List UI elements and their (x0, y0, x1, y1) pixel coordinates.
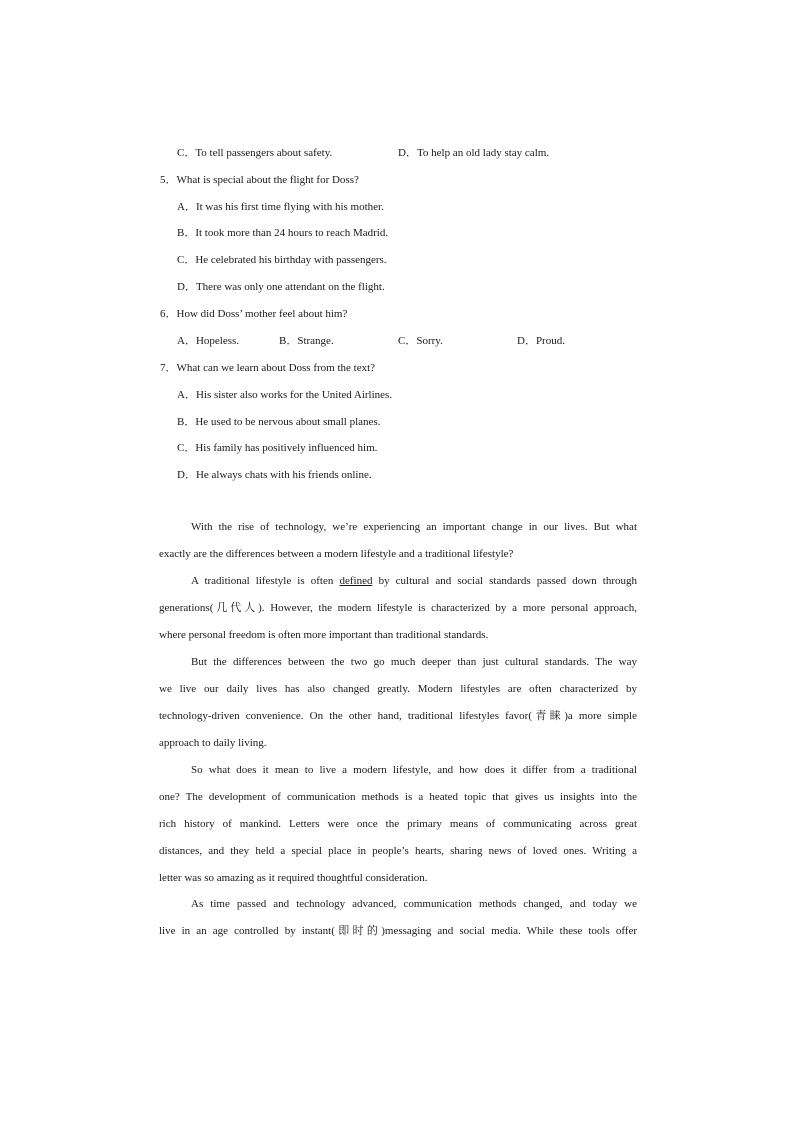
text-line: With the rise of technology, we’re experiencing an important change in our lives. But what (191, 521, 637, 533)
text-line: generations(几代人). However, the modern lifestyle is characterized by a more personal approach, (159, 602, 637, 614)
q6-option-a: A．Hopeless. (177, 335, 240, 347)
text-line: one? The development of communication methods is a heated topic that gives us insights into the (159, 791, 637, 803)
text-line (159, 568, 637, 595)
text-line: technology-driven convenience. On the other hand, traditional lifestyles favor(青睐)a more simple (159, 710, 637, 722)
text-line: distances, and they held a special place in people’s hearts, sharing news of loved ones. Writing a (159, 845, 637, 857)
text-line: rich history of mankind. Letters were once the primary means of communicating across great (159, 818, 637, 830)
text-line: where personal freedom is often more important than traditional standards. (159, 629, 489, 641)
text-line: we live our daily lives has also changed greatly. Modern lifestyles are often characterized by (159, 683, 637, 695)
text-line: letter was so amazing as it required thoughtful consideration. (159, 872, 428, 884)
q5-stem: 5．What is special about the flight for Doss? (160, 174, 359, 186)
text-run: by cultural and social standards passed down through (372, 575, 637, 587)
q7-option-b: B．He used to be nervous about small planes. (177, 416, 381, 428)
q7-option-c: C．His family has positively influenced him. (177, 442, 378, 454)
text-line: exactly are the differences between a modern lifestyle and a traditional lifestyle? (159, 548, 514, 560)
text-line: As time passed and technology advanced, communication methods changed, and today we (191, 898, 637, 910)
text-line: So what does it mean to live a modern lifestyle, and how does it differ from a traditional (191, 764, 637, 776)
passage-paragraph-3 (159, 649, 637, 757)
text-run: A traditional lifestyle is often (191, 575, 340, 587)
q5-option-b: B．It took more than 24 hours to reach Madrid. (177, 227, 389, 239)
passage-paragraph-1 (159, 514, 637, 568)
q6-stem: 6．How did Doss’ mother feel about him? (160, 308, 348, 320)
passage-paragraph-5 (159, 891, 637, 945)
q5-option-a: A．It was his first time flying with his mother. (177, 201, 384, 213)
q6-option-d: D．Proud. (517, 335, 565, 347)
q4-option-d: D．To help an old lady stay calm. (398, 147, 550, 159)
q7-option-a: A．His sister also works for the United Airlines. (177, 389, 393, 401)
q6-option-b: B．Strange. (279, 335, 334, 347)
passage-paragraph-4 (159, 757, 637, 892)
text-line: live in an age controlled by instant(即时的)messaging and social media. While these tools offer (159, 925, 637, 937)
q7-stem: 7．What can we learn about Doss from the text? (160, 362, 376, 374)
text-line: But the differences between the two go much deeper than just cultural standards. The way (191, 656, 637, 668)
q7-option-d: D．He always chats with his friends online. (177, 469, 372, 481)
underlined-word: defined (339, 575, 373, 587)
text-line: approach to daily living. (159, 737, 267, 749)
q4-option-c: C．To tell passengers about safety. (177, 147, 333, 159)
passage-paragraph-2 (159, 568, 637, 649)
q6-option-c: C．Sorry. (398, 335, 443, 347)
q5-option-c: C．He celebrated his birthday with passengers. (177, 254, 387, 266)
q5-option-d: D．There was only one attendant on the flight. (177, 281, 385, 293)
